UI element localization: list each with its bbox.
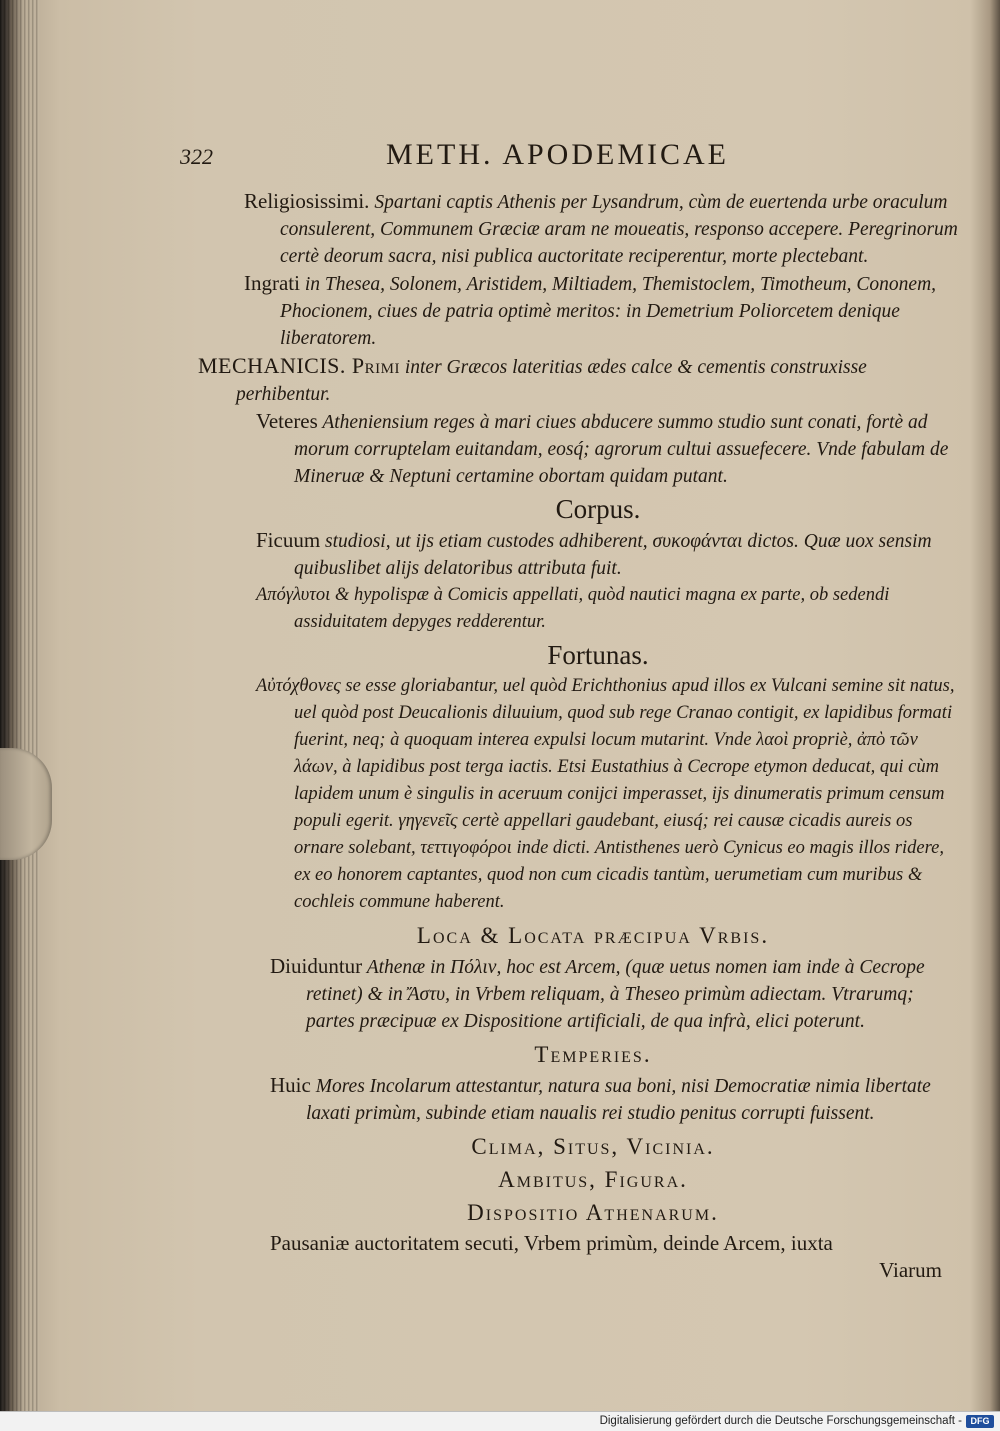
paragraph-autochthones [198, 673, 958, 916]
paragraph-lead: Religiosissimi. [244, 189, 370, 213]
paragraph-text: Απόγλυτοι & hypolispæ à Comicis appellati, quòd nautici magna ex parte, ob sedendi assiduitatem depyges redderentur. [256, 585, 890, 632]
paragraph-lead: Ingrati [244, 271, 300, 295]
paragraph-religiosissimi [198, 188, 958, 270]
paragraph-huic [198, 1072, 958, 1127]
paragraph-text: Spartani captis Athenis per Lysandrum, cùm de euertenda urbe oraculum consulerent, Communem Græciæ aram ne moueatis, responso accepere. Peregrinorum certè deorum sacra, nisi publica auctoritate reciperentur, morte plectebant. [280, 192, 958, 267]
section-heading-clima: Clima, Situs, Vicinia. [471, 1134, 715, 1159]
paragraph-ficuum [198, 527, 958, 582]
paragraph-text: Mores Incolarum attestantur, natura sua boni, nisi Democratiæ nimia libertate laxati primùm, subinde etiam naualis rei studio penitus corrupti fuissent. [306, 1076, 931, 1124]
section-heading-dispositio: Dispositio Athenarum. [467, 1200, 719, 1225]
paragraph-ingrati [198, 270, 958, 352]
paragraph-lead: MECHANICIS. Primi [198, 353, 400, 378]
page-header [180, 136, 940, 176]
paragraph-text: Atheniensium reges à mari ciues abducere summo studio sunt conati, fortè ad morum corruptelam euitandam, eosq́; agrorum cultui assuefecere. Vnde fabulam de Mineruæ & Neptuni certamine obortam quidam putant. [294, 412, 949, 487]
page-body [198, 188, 958, 1284]
section-heading-temperies: Temperies. [534, 1042, 652, 1067]
paragraph-text: studiosi, ut ijs etiam custodes adhiberent, συκοφάνται dictos. Quæ uox sensim quibuslibet alijs delatoribus attributa fuit. [294, 531, 932, 579]
paragraph-text: in Thesea, Solonem, Aristidem, Miltiadem, Themistoclem, Timotheum, Cononem, Phocionem, ciues de patria optimè meritos: in Demetrium Poliorcetem denique liberatorem. [280, 274, 937, 349]
footer-bar [0, 1411, 1000, 1431]
catchword: Viarum [879, 1258, 942, 1282]
paragraph-lead: Veteres [256, 409, 318, 433]
paragraph-text: Athenæ in Πόλιν, hoc est Arcem, (quæ uetus nomen iam inde à Cecrope retinet) & in Ἄστυ, in Vrbem reliquam, à Theseo primùm adiectam. Vtrarumq; partes præcipuæ ex Dispositione artificiali, de qua infrà, elici poterunt. [306, 957, 925, 1032]
running-head: METH. APODEMICAE [386, 138, 730, 171]
page-number: 322 [180, 144, 213, 169]
book-page-edges [0, 0, 40, 1412]
section-heading-ambitus: Ambitus, Figura. [498, 1167, 688, 1192]
paragraph-apogluti [198, 582, 958, 636]
footer-credit: Digitalisierung gefördert durch die Deutsche Forschungsgemeinschaft - [599, 1415, 962, 1427]
paragraph-lead: Ficuum [256, 528, 321, 552]
page-clip [0, 748, 52, 860]
paragraph-diuiduntur [198, 953, 958, 1035]
section-heading-loca: Loca & Locata præcipua Vrbis. [416, 923, 770, 948]
paragraph-pausaniae [198, 1230, 958, 1257]
paragraph-text: Pausaniæ auctoritatem secuti, Vrbem primùm, deinde Arcem, iuxta [270, 1231, 833, 1255]
paragraph-veteres [198, 408, 958, 490]
paragraph-lead: Diuiduntur [270, 954, 363, 978]
paragraph-mechanicis [198, 352, 958, 408]
paragraph-lead: Huic [270, 1073, 311, 1097]
section-heading-corpus: Corpus. [555, 494, 641, 524]
dfg-logo[interactable]: DFG [966, 1415, 994, 1428]
section-heading-fortunas: Fortunas. [547, 640, 649, 670]
paragraph-text: Αὐτόχθονες se esse gloriabantur, uel quòd Erichthonius apud illos ex Vulcani semine sit natus, uel quòd post Deucalionis diluuium, quod sub rege Cranao contigit, ex lapidibus formati fuerint, neq; à quoquam interea expulsi locum mutarint. Vnde λαοὶ propriè, ἀπὸ τῶν λάων, à lapidibus post terga iactis. Etsi Eustathius à Cecrope etymon deducat, qui cùm lapidem unum è singulis in aceruum conijci imperasset, ijs dinumeratis primum censum populi egerit. γηγενεῖς certè appellari gaudebant, eiusq́; rei causæ cicadis aureis os ornare solebant, τεττιγοφόροι inde dicti. Antisthenes uerò Cynicus eo magis illos ridere, ex eo honorem captantes, quod non cum cicadis tantùm, uerumetiam cum muribus & cochleis commune haberent. [256, 676, 955, 912]
paragraph-text: inter Græcos lateritias ædes calce & cementis construxisse perhibentur. [236, 357, 867, 405]
